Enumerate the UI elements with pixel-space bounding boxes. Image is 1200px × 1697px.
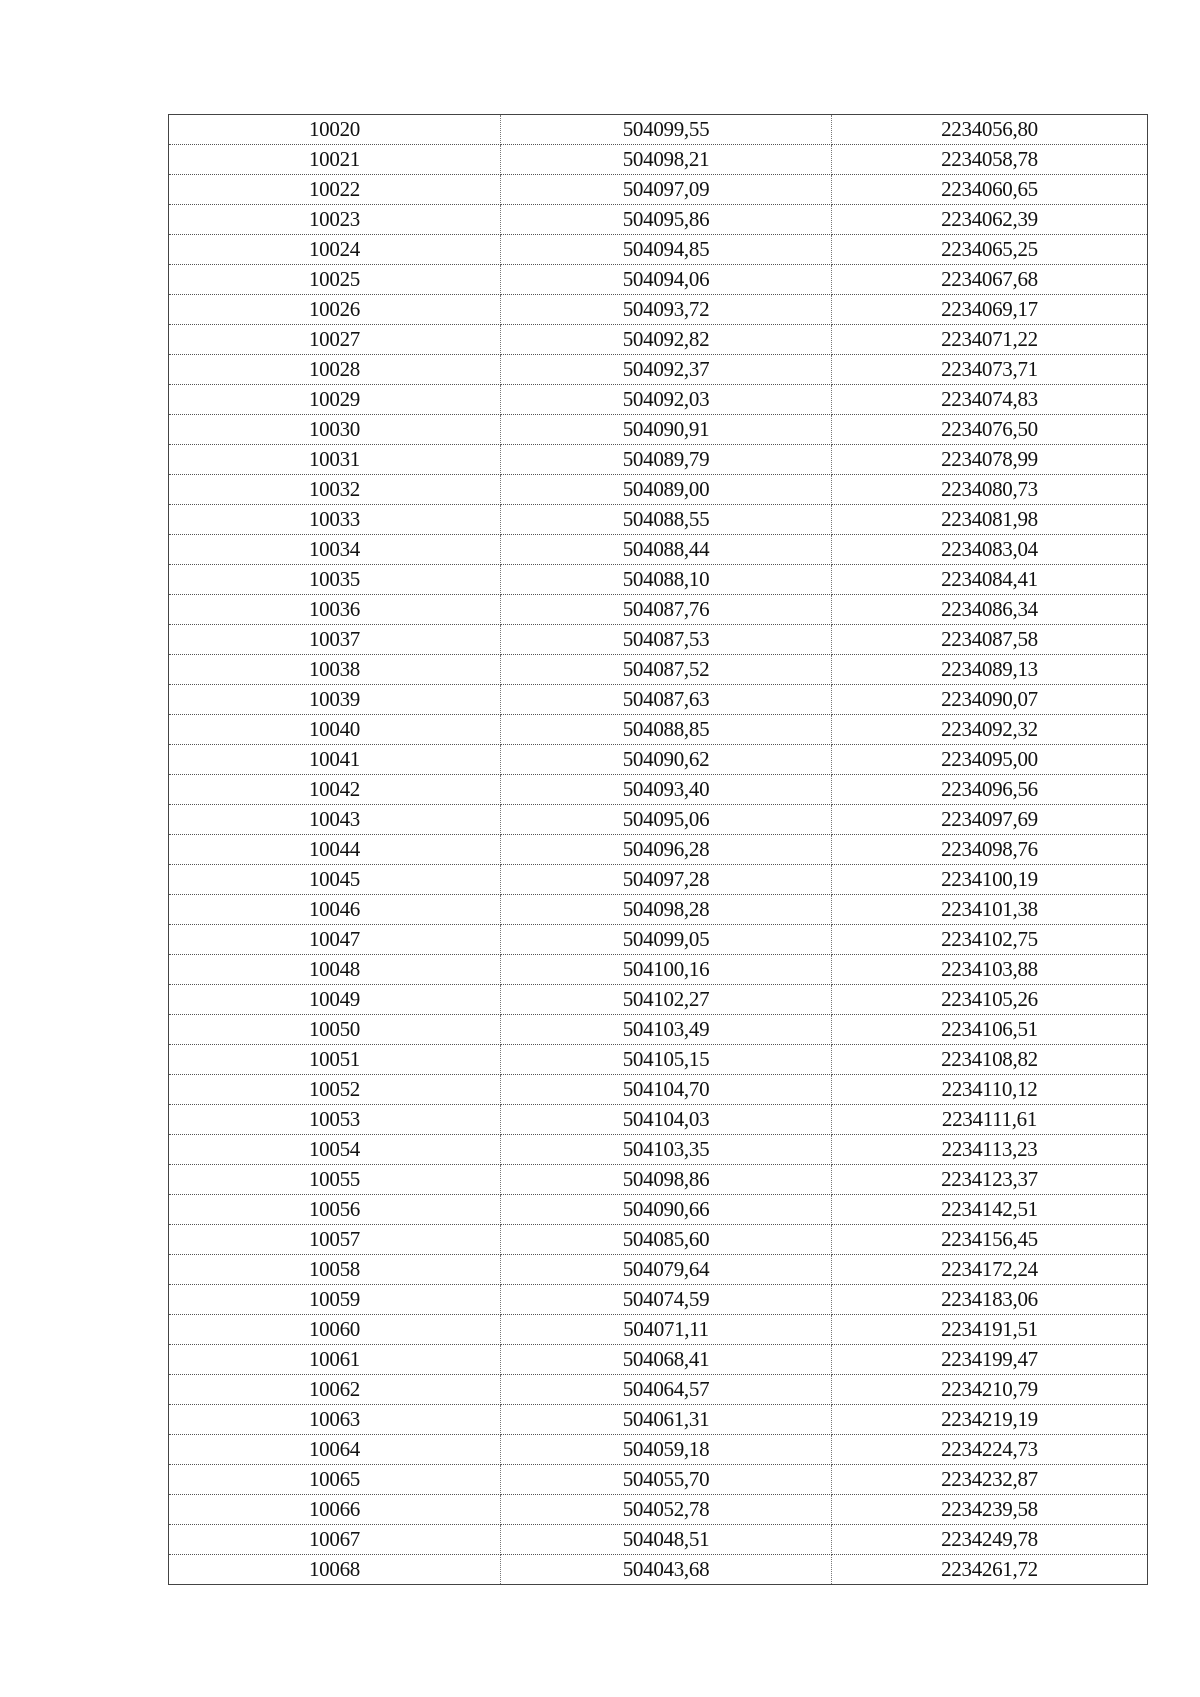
- table-row: [169, 535, 1148, 565]
- x-coordinate-cell: 504104,70: [501, 1075, 832, 1105]
- table-row: [169, 745, 1148, 775]
- table-row: [169, 595, 1148, 625]
- point-number-cell: 10026: [169, 295, 501, 325]
- point-number-cell: 10025: [169, 265, 501, 295]
- point-number-cell: 10032: [169, 475, 501, 505]
- x-coordinate-cell: 504100,16: [501, 955, 832, 985]
- y-coordinate-cell: 2234239,58: [832, 1495, 1148, 1525]
- y-coordinate-cell: 2234087,58: [832, 625, 1148, 655]
- point-number-cell: 10053: [169, 1105, 501, 1135]
- point-number-cell: 10036: [169, 595, 501, 625]
- point-number-cell: 10063: [169, 1405, 501, 1435]
- coordinates-table: [168, 114, 1148, 1585]
- table-row: [169, 445, 1148, 475]
- x-coordinate-cell: 504085,60: [501, 1225, 832, 1255]
- point-number-cell: 10034: [169, 535, 501, 565]
- table-row: [169, 1435, 1148, 1465]
- y-coordinate-cell: 2234081,98: [832, 505, 1148, 535]
- table-row: [169, 1105, 1148, 1135]
- x-coordinate-cell: 504098,21: [501, 145, 832, 175]
- table-row: [169, 475, 1148, 505]
- y-coordinate-cell: 2234106,51: [832, 1015, 1148, 1045]
- table-row: [169, 1075, 1148, 1105]
- y-coordinate-cell: 2234071,22: [832, 325, 1148, 355]
- y-coordinate-cell: 2234102,75: [832, 925, 1148, 955]
- point-number-cell: 10045: [169, 865, 501, 895]
- point-number-cell: 10058: [169, 1255, 501, 1285]
- coordinates-table-body: [169, 115, 1148, 1585]
- y-coordinate-cell: 2234183,06: [832, 1285, 1148, 1315]
- x-coordinate-cell: 504071,11: [501, 1315, 832, 1345]
- x-coordinate-cell: 504104,03: [501, 1105, 832, 1135]
- x-coordinate-cell: 504102,27: [501, 985, 832, 1015]
- x-coordinate-cell: 504079,64: [501, 1255, 832, 1285]
- table-row: [169, 1375, 1148, 1405]
- table-row: [169, 1135, 1148, 1165]
- x-coordinate-cell: 504087,63: [501, 685, 832, 715]
- table-row: [169, 295, 1148, 325]
- table-row: [169, 265, 1148, 295]
- table-row: [169, 565, 1148, 595]
- table-row: [169, 1165, 1148, 1195]
- x-coordinate-cell: 504088,55: [501, 505, 832, 535]
- x-coordinate-cell: 504098,28: [501, 895, 832, 925]
- y-coordinate-cell: 2234113,23: [832, 1135, 1148, 1165]
- y-coordinate-cell: 2234142,51: [832, 1195, 1148, 1225]
- x-coordinate-cell: 504093,72: [501, 295, 832, 325]
- y-coordinate-cell: 2234199,47: [832, 1345, 1148, 1375]
- table-row: [169, 1195, 1148, 1225]
- point-number-cell: 10031: [169, 445, 501, 475]
- x-coordinate-cell: 504087,52: [501, 655, 832, 685]
- point-number-cell: 10064: [169, 1435, 501, 1465]
- table-row: [169, 1525, 1148, 1555]
- x-coordinate-cell: 504089,79: [501, 445, 832, 475]
- point-number-cell: 10046: [169, 895, 501, 925]
- x-coordinate-cell: 504068,41: [501, 1345, 832, 1375]
- y-coordinate-cell: 2234080,73: [832, 475, 1148, 505]
- x-coordinate-cell: 504093,40: [501, 775, 832, 805]
- x-coordinate-cell: 504092,03: [501, 385, 832, 415]
- y-coordinate-cell: 2234097,69: [832, 805, 1148, 835]
- x-coordinate-cell: 504087,76: [501, 595, 832, 625]
- point-number-cell: 10027: [169, 325, 501, 355]
- x-coordinate-cell: 504095,06: [501, 805, 832, 835]
- y-coordinate-cell: 2234096,56: [832, 775, 1148, 805]
- y-coordinate-cell: 2234095,00: [832, 745, 1148, 775]
- table-row: [169, 685, 1148, 715]
- table-row: [169, 1405, 1148, 1435]
- x-coordinate-cell: 504089,00: [501, 475, 832, 505]
- y-coordinate-cell: 2234056,80: [832, 115, 1148, 145]
- table-row: [169, 655, 1148, 685]
- table-row: [169, 925, 1148, 955]
- point-number-cell: 10024: [169, 235, 501, 265]
- y-coordinate-cell: 2234058,78: [832, 145, 1148, 175]
- x-coordinate-cell: 504099,05: [501, 925, 832, 955]
- y-coordinate-cell: 2234092,32: [832, 715, 1148, 745]
- point-number-cell: 10035: [169, 565, 501, 595]
- table-row: [169, 385, 1148, 415]
- y-coordinate-cell: 2234069,17: [832, 295, 1148, 325]
- x-coordinate-cell: 504090,91: [501, 415, 832, 445]
- x-coordinate-cell: 504092,82: [501, 325, 832, 355]
- point-number-cell: 10033: [169, 505, 501, 535]
- y-coordinate-cell: 2234191,51: [832, 1315, 1148, 1345]
- y-coordinate-cell: 2234224,73: [832, 1435, 1148, 1465]
- y-coordinate-cell: 2234101,38: [832, 895, 1148, 925]
- x-coordinate-cell: 504092,37: [501, 355, 832, 385]
- y-coordinate-cell: 2234062,39: [832, 205, 1148, 235]
- y-coordinate-cell: 2234089,13: [832, 655, 1148, 685]
- y-coordinate-cell: 2234083,04: [832, 535, 1148, 565]
- point-number-cell: 10042: [169, 775, 501, 805]
- y-coordinate-cell: 2234060,65: [832, 175, 1148, 205]
- y-coordinate-cell: 2234065,25: [832, 235, 1148, 265]
- y-coordinate-cell: 2234232,87: [832, 1465, 1148, 1495]
- point-number-cell: 10047: [169, 925, 501, 955]
- y-coordinate-cell: 2234090,07: [832, 685, 1148, 715]
- y-coordinate-cell: 2234067,68: [832, 265, 1148, 295]
- point-number-cell: 10054: [169, 1135, 501, 1165]
- x-coordinate-cell: 504048,51: [501, 1525, 832, 1555]
- point-number-cell: 10049: [169, 985, 501, 1015]
- x-coordinate-cell: 504088,85: [501, 715, 832, 745]
- table-row: [169, 985, 1148, 1015]
- table-row: [169, 175, 1148, 205]
- x-coordinate-cell: 504074,59: [501, 1285, 832, 1315]
- y-coordinate-cell: 2234172,24: [832, 1255, 1148, 1285]
- x-coordinate-cell: 504090,62: [501, 745, 832, 775]
- x-coordinate-cell: 504064,57: [501, 1375, 832, 1405]
- point-number-cell: 10022: [169, 175, 501, 205]
- table-row: [169, 715, 1148, 745]
- table-row: [169, 805, 1148, 835]
- point-number-cell: 10061: [169, 1345, 501, 1375]
- y-coordinate-cell: 2234249,78: [832, 1525, 1148, 1555]
- point-number-cell: 10030: [169, 415, 501, 445]
- point-number-cell: 10055: [169, 1165, 501, 1195]
- point-number-cell: 10066: [169, 1495, 501, 1525]
- table-row: [169, 835, 1148, 865]
- y-coordinate-cell: 2234100,19: [832, 865, 1148, 895]
- y-coordinate-cell: 2234076,50: [832, 415, 1148, 445]
- x-coordinate-cell: 504088,10: [501, 565, 832, 595]
- point-number-cell: 10062: [169, 1375, 501, 1405]
- x-coordinate-cell: 504055,70: [501, 1465, 832, 1495]
- point-number-cell: 10029: [169, 385, 501, 415]
- table-row: [169, 115, 1148, 145]
- point-number-cell: 10059: [169, 1285, 501, 1315]
- table-row: [169, 1465, 1148, 1495]
- table-row: [169, 1225, 1148, 1255]
- table-row: [169, 1315, 1148, 1345]
- y-coordinate-cell: 2234073,71: [832, 355, 1148, 385]
- point-number-cell: 10068: [169, 1555, 501, 1585]
- y-coordinate-cell: 2234123,37: [832, 1165, 1148, 1195]
- x-coordinate-cell: 504105,15: [501, 1045, 832, 1075]
- point-number-cell: 10048: [169, 955, 501, 985]
- table-row: [169, 625, 1148, 655]
- x-coordinate-cell: 504095,86: [501, 205, 832, 235]
- coordinates-table-container: [168, 114, 1147, 1585]
- point-number-cell: 10043: [169, 805, 501, 835]
- table-row: [169, 1045, 1148, 1075]
- y-coordinate-cell: 2234210,79: [832, 1375, 1148, 1405]
- table-row: [169, 1495, 1148, 1525]
- point-number-cell: 10050: [169, 1015, 501, 1045]
- table-row: [169, 865, 1148, 895]
- point-number-cell: 10041: [169, 745, 501, 775]
- table-row: [169, 1555, 1148, 1585]
- x-coordinate-cell: 504103,35: [501, 1135, 832, 1165]
- table-row: [169, 325, 1148, 355]
- point-number-cell: 10021: [169, 145, 501, 175]
- x-coordinate-cell: 504059,18: [501, 1435, 832, 1465]
- table-row: [169, 205, 1148, 235]
- point-number-cell: 10060: [169, 1315, 501, 1345]
- x-coordinate-cell: 504043,68: [501, 1555, 832, 1585]
- point-number-cell: 10065: [169, 1465, 501, 1495]
- point-number-cell: 10051: [169, 1045, 501, 1075]
- y-coordinate-cell: 2234110,12: [832, 1075, 1148, 1105]
- table-row: [169, 895, 1148, 925]
- point-number-cell: 10067: [169, 1525, 501, 1555]
- x-coordinate-cell: 504103,49: [501, 1015, 832, 1045]
- x-coordinate-cell: 504097,09: [501, 175, 832, 205]
- point-number-cell: 10020: [169, 115, 501, 145]
- x-coordinate-cell: 504098,86: [501, 1165, 832, 1195]
- point-number-cell: 10023: [169, 205, 501, 235]
- x-coordinate-cell: 504094,06: [501, 265, 832, 295]
- table-row: [169, 955, 1148, 985]
- point-number-cell: 10037: [169, 625, 501, 655]
- x-coordinate-cell: 504090,66: [501, 1195, 832, 1225]
- x-coordinate-cell: 504096,28: [501, 835, 832, 865]
- x-coordinate-cell: 504087,53: [501, 625, 832, 655]
- table-row: [169, 355, 1148, 385]
- point-number-cell: 10057: [169, 1225, 501, 1255]
- x-coordinate-cell: 504088,44: [501, 535, 832, 565]
- table-row: [169, 505, 1148, 535]
- x-coordinate-cell: 504094,85: [501, 235, 832, 265]
- table-row: [169, 775, 1148, 805]
- y-coordinate-cell: 2234084,41: [832, 565, 1148, 595]
- y-coordinate-cell: 2234074,83: [832, 385, 1148, 415]
- x-coordinate-cell: 504052,78: [501, 1495, 832, 1525]
- y-coordinate-cell: 2234086,34: [832, 595, 1148, 625]
- table-row: [169, 1255, 1148, 1285]
- point-number-cell: 10038: [169, 655, 501, 685]
- y-coordinate-cell: 2234111,61: [832, 1105, 1148, 1135]
- y-coordinate-cell: 2234156,45: [832, 1225, 1148, 1255]
- point-number-cell: 10044: [169, 835, 501, 865]
- table-row: [169, 1285, 1148, 1315]
- x-coordinate-cell: 504097,28: [501, 865, 832, 895]
- point-number-cell: 10039: [169, 685, 501, 715]
- y-coordinate-cell: 2234261,72: [832, 1555, 1148, 1585]
- y-coordinate-cell: 2234105,26: [832, 985, 1148, 1015]
- table-row: [169, 145, 1148, 175]
- table-row: [169, 235, 1148, 265]
- y-coordinate-cell: 2234103,88: [832, 955, 1148, 985]
- table-row: [169, 415, 1148, 445]
- point-number-cell: 10028: [169, 355, 501, 385]
- x-coordinate-cell: 504099,55: [501, 115, 832, 145]
- point-number-cell: 10040: [169, 715, 501, 745]
- table-row: [169, 1015, 1148, 1045]
- y-coordinate-cell: 2234078,99: [832, 445, 1148, 475]
- x-coordinate-cell: 504061,31: [501, 1405, 832, 1435]
- table-row: [169, 1345, 1148, 1375]
- point-number-cell: 10052: [169, 1075, 501, 1105]
- y-coordinate-cell: 2234219,19: [832, 1405, 1148, 1435]
- y-coordinate-cell: 2234098,76: [832, 835, 1148, 865]
- point-number-cell: 10056: [169, 1195, 501, 1225]
- y-coordinate-cell: 2234108,82: [832, 1045, 1148, 1075]
